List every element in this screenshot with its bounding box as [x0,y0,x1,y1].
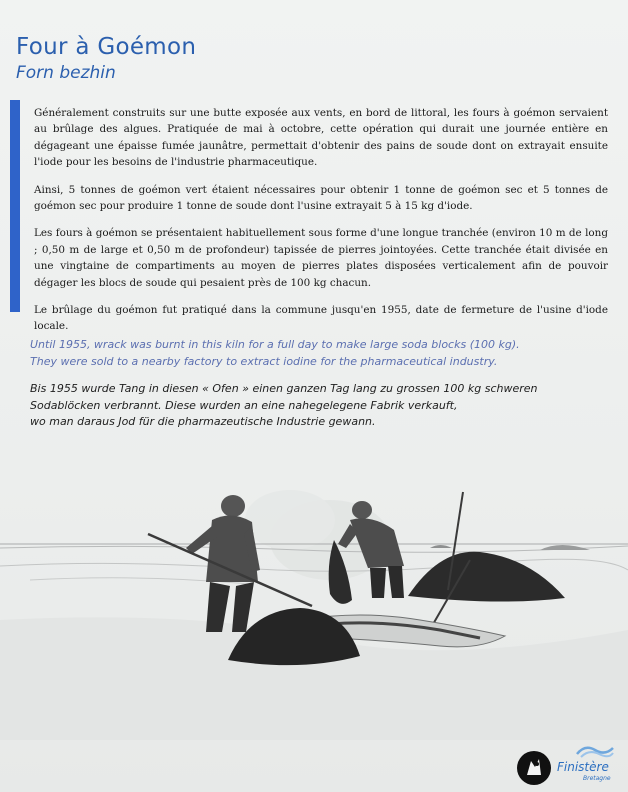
english-line: They were sold to a nearby factory to extract iodine for the pharmaceutical industry. [30,354,498,368]
sign-title: Four à Goémon [16,34,197,60]
english-line: Until 1955, wrack was burnt in this kiln for a full day to make large soda blocks (100 kg). [30,338,520,351]
finistere-emblem-icon [517,751,551,785]
french-paragraph: Le brûlage du goémon fut pratiqué dans la commune jusqu'en 1955, date de fermeture de l'usine d'iode locale. [34,304,608,333]
german-text-block [30,381,610,431]
german-line: Sodablöcken verbrannt. Diese wurden an eine nahegelegene Fabrik verkauft, [30,398,458,412]
french-paragraph: Généralement construits sur une butte exposée aux vents, en bord de littoral, les fours à goémon servaient au brûlage des algues. Pratiquée de mai à octobre, cette opération qui durait une journée entière en dégageant une épaisse fumée jaunâtre, permettait d'obtenir des pains de soude dont on extrayait ensuite l'iode pour les besoins de l'industrie pharmaceutique. [34,107,608,169]
sign-subtitle-breton: Forn bezhin [16,63,116,83]
german-line: wo man daraus Jod für die pharmazeutische Industrie gewann. [30,415,376,428]
seaweed-burning-illustration [0,470,628,740]
french-paragraph: Ainsi, 5 tonnes de goémon vert étaient nécessaires pour obtenir 1 tonne de goémon sec et 5 tonnes de goémon sec pour produire 1 tonne de soude dont l'usine extrayait 5 à 15 kg d'iode. [34,183,608,213]
brand-subtitle: Bretagne [583,775,611,782]
english-text-block [30,337,590,370]
accent-bar [10,100,20,312]
finistere-brand-logo [557,742,621,786]
french-text-block [34,105,608,346]
german-line: Bis 1955 wurde Tang in diesen « Ofen » einen ganzen Tag lang zu grossen 100 kg schweren [30,382,538,395]
french-paragraph: Les fours à goémon se présentaient habituellement sous forme d'une longue tranchée (environ 10 m de long ; 0,50 m de large et 0,50 m de profondeur) tapissée de pierres jointoyées. Cette tranchée était divisée en une vingtaine de compartiments au moyen de pierres plates disposées verticalement afin de pouvoir dégager les blocs de soude qui pesaient près de 100 kg chacun. [34,227,608,289]
finistere-wave-icon [575,742,615,758]
brand-name: Finistère [557,760,609,774]
